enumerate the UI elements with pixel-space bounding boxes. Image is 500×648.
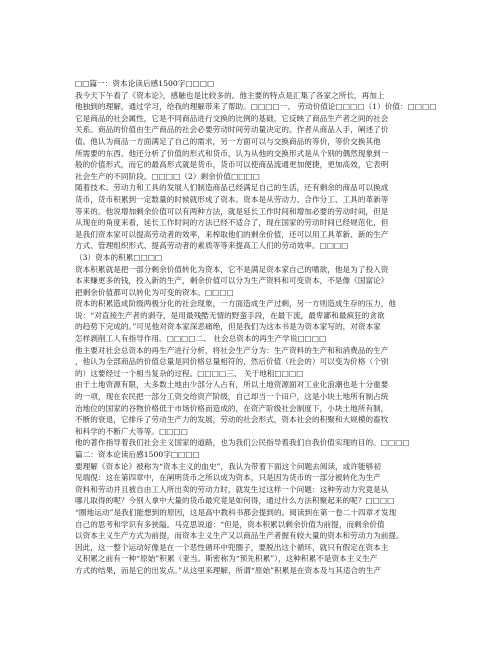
text-line: 从现在的角度来看，延长工作时间的方法已经不适合了，现在国家的劳动时间已经规范化，但 — [75, 218, 389, 228]
text-line: 所需要的东西。他还分析了价值的形式和货币，认为从他的交换形式是从个别的偶然现象到一 — [75, 148, 389, 158]
text-line: 见端倪：这在第四章中，在阐明货币之所以成为资本，只是因为货币的一部分被转化为生产 — [75, 473, 381, 483]
text-line: 方式的结果，而是它的出发点。”从这里来理解，所谓“原始”积累是在资本及与其适合的生产 — [75, 565, 382, 575]
text-line: 不断的衰退，它排斥了劳动生产力的发展，劳动的社会形式，资本社会的积聚和大规模的畜牧 — [75, 415, 389, 425]
text-line: 怎样剥削工人有指导作用。□□□□二、 社会总资本的再生产学说□□□□ — [75, 334, 327, 344]
text-line: 他主要对社会总资本的再生产进行分析，将社会生产分为：生产资料的生产和和消费品的生产 — [75, 345, 389, 355]
text-line: 说：“对直接生产者的剥夺，是用最残酷无情的野蛮手段，在最下流，最卑鄙和最疯狂的贪欲 — [75, 310, 385, 320]
text-line: 他的著作指导着我们社会主义国家的道路，也为我们公民指导着我们自我价值实现的目的。□□□□ — [75, 438, 410, 448]
text-line: 因此，这一整个运动好像是在一个恶性循环中兜圈子，要脱出这个循环，就只有假定在资本主 — [75, 542, 389, 552]
text-line: 等来的。他说增加剩余价值可以有两种方法，就是延长工作时间和增加必要的劳动时间，但是 — [75, 206, 389, 216]
text-line: 把剩余价值都可以转化为可变的资本。□□□□ — [75, 287, 234, 297]
text-line: 的）这要经过一个相当复杂的过程。□□□□三、 关于地租□□□□ — [75, 368, 304, 378]
text-line: （3）资本的积累□□□□ — [75, 252, 163, 262]
text-line: 义积累之前有一种“原始”积累（亚当。斯密称为“预先积累”），这种积累不是资本主义生产 — [75, 554, 378, 564]
text-line: 值。他认为商品一方面满足了自己的需求，另一方面可以与交换商品的等价，等价交换其他 — [75, 136, 381, 146]
text-line: 方式、管理组织形式、提高劳动者的素质等等来提高工人们的劳动效率。□□□□ — [75, 241, 349, 251]
text-line: 篇二：资本论读后感1500字□□□□ — [75, 450, 200, 459]
text-line: 般的价值形式，而它的最高形式就是货币，货币可以使商品流通更加便捷，更加高效，它表明 — [75, 160, 389, 170]
text-line: 社会生产的不同阶段。□□□□（2）剩余价值□□□□ — [75, 171, 260, 181]
text-line: 随着技术、劳动力和工具的发展人们制造商品已经满足自己的生活，还有剩余的商品可以换成 — [75, 183, 389, 193]
text-line: “圈地运动”是我们能想到的原因，这是高中教科书都会提到的。阅读到在第一卷二十四章才发现 — [75, 507, 397, 517]
text-line: 和科学的不断广大等等。□□□□ — [75, 426, 188, 436]
text-line: □□篇一：资本论读后感1500字□□□□ — [75, 79, 215, 88]
text-line: 资本的积累造成阶级两极分化的社会现象，一方面造成生产过剩，另一方则造成生存的压力，他 — [75, 299, 397, 309]
text-line: 治地位的国家的谷物价格低于市场价格而造成的，在资产阶级社会制度下，小块土地所有制， — [75, 403, 389, 413]
text-line: 的一项，现在农民把一部分工资交给资产阶级，自己却当一个田户，这是小块土地所有制占统 — [75, 392, 389, 402]
document-body — [75, 78, 441, 577]
text-line: 以资本主义生产方式为前提，而资本主义生产又以商品生产者握有较大量的资本和劳动力为前提。 — [75, 531, 404, 541]
text-line: 自己的思考和学识有多狭隘。马克思说道：“但是，资本积累以剩余价值为前提，而剩余价值 — [75, 519, 385, 529]
text-line: 要理解《资本论》被称为“资本主义的血史”，我认为带着下面这个问题去阅读，或许能够初 — [75, 461, 381, 471]
text-line: 资本积累就是把一部分剩余价值转化为资本，它不是满足资本家自己的嗜欲，他是为了投入资 — [75, 264, 389, 274]
text-line: 由于土地资源有限，大多数土地由少部分人占有，所以土地资源面对工业化浪潮也是十分重要 — [75, 380, 389, 390]
text-line: 他独到的理解，通过学习，给我的理解带来了帮助。□□□□一、 劳动价值论□□□□（1）价值：□□□□ — [75, 102, 437, 112]
text-line: 它是商品的社会属性，它是不同商品进行交换的比例的基础，它反映了商品生产者之间的社会 — [75, 113, 389, 123]
text-line: 货币，货币积累到一定数量的时候就形成了资本。资本是从劳动力、合作分工、工具的革新等 — [75, 194, 389, 204]
text-line: 是我们资本家可以提高劳动者的效率，来榨取他们的剩余价值，还可以用工具革新、新的生产 — [75, 229, 389, 239]
text-line: 我今天下午看了《资本论》，感触也是比较多的。他主要的特点是汇集了各家之所长，再加上 — [75, 90, 385, 100]
text-line: 哪儿取得的呢？今别人拿中大量的货币最究竟是如何得，通过什么方法积聚起来的呢？□□□□ — [75, 496, 395, 506]
text-line: 的趋势下完成的。”可见他对资本家深恶痛绝，但是我们为这本书是为资本家写的，对资本家 — [75, 322, 381, 332]
text-line: ，他认为全部商品的价值总量是同价格总量相符的，然后价值（社会的）可以变为价格（个别 — [75, 357, 389, 367]
text-line: 本来赚更多的钱，投入新的生产，剩余价值可以分为生产资料和可变资本，不是像《国富论》 — [75, 276, 389, 286]
text-line: 关系。商品的价值由生产商品的社会必要劳动时间劳动量决定的。作者从商品入手，阐述了价 — [75, 125, 389, 135]
text-line: 资料和劳动并且被自由工人所出卖的劳动力时，就发生过这样一个问题：这种劳动力究竟是从 — [75, 484, 389, 494]
